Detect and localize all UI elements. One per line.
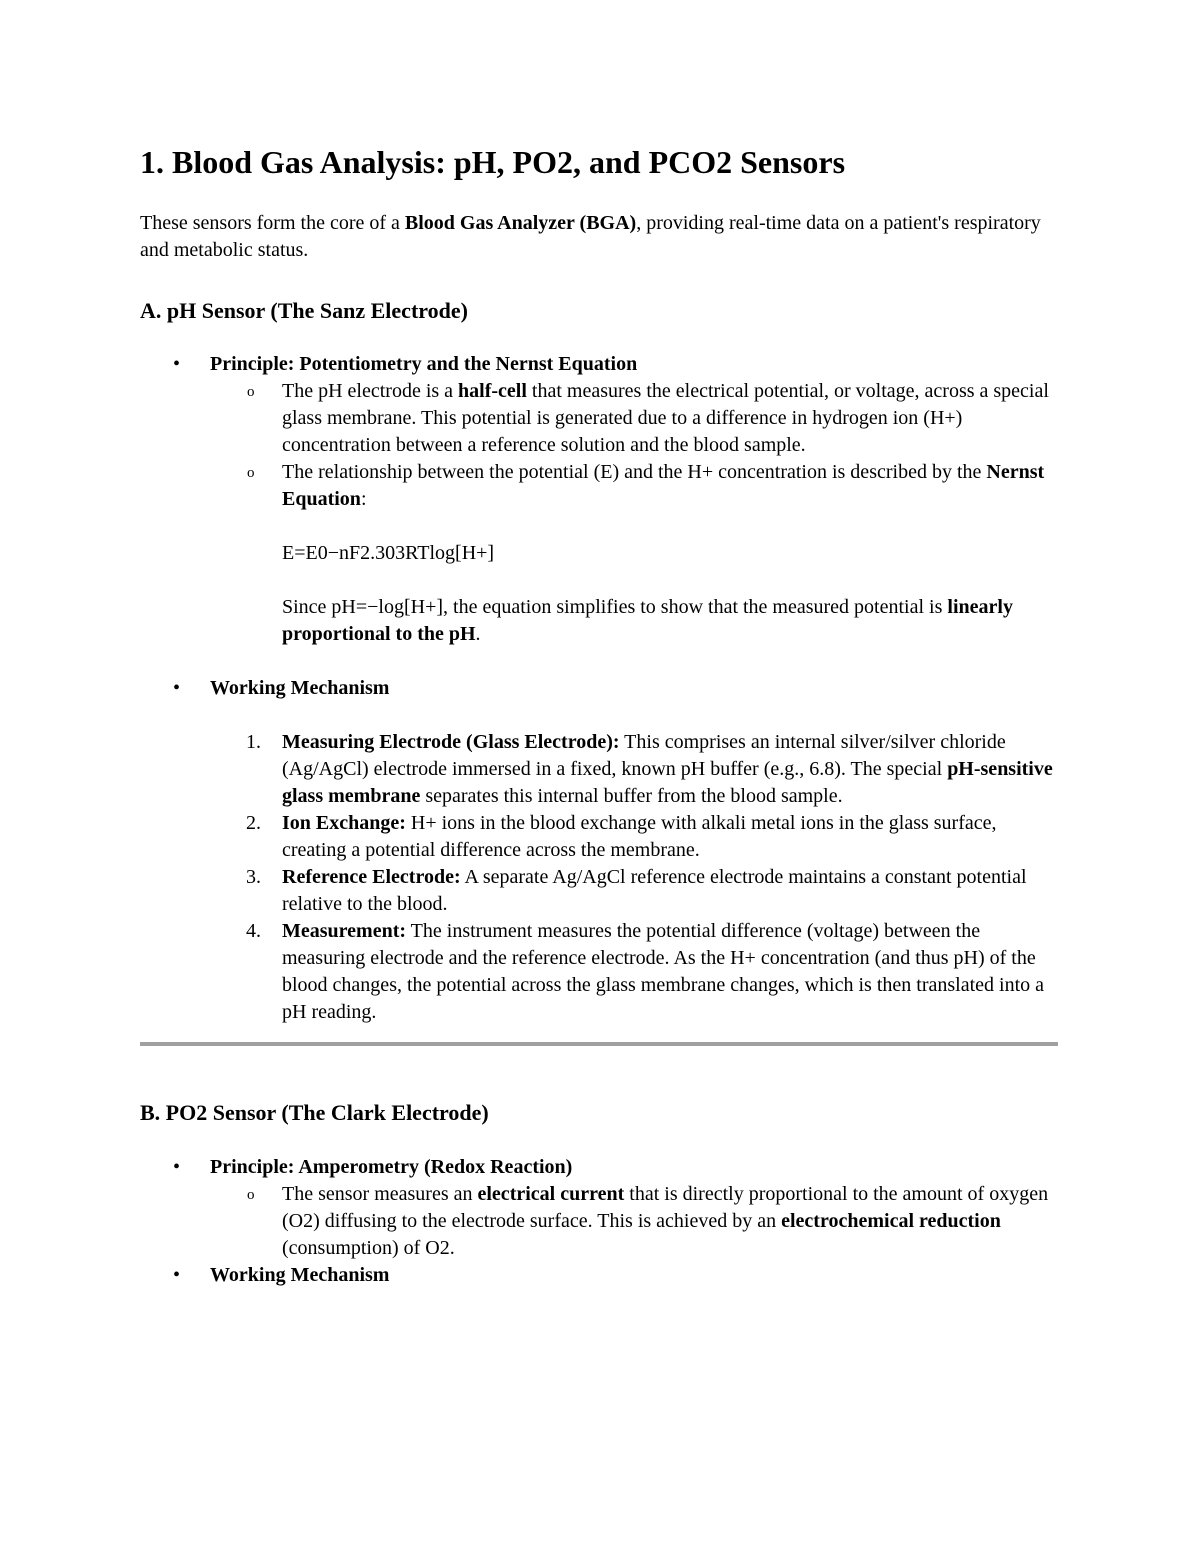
step-text: A separate Ag/AgCl reference electrode maintains a constant potential relative to the blood. — [282, 866, 1027, 915]
document-page — [140, 140, 1060, 1289]
bullet-marker: • — [173, 353, 181, 375]
intro-text-bold: Blood Gas Analyzer (BGA) — [404, 212, 637, 234]
step-text: This comprises an internal silver/silver chloride (Ag/AgCl) electrode immersed in a fixed, known pH buffer (e.g., 6.8). The special — [282, 731, 1006, 780]
mechanism-step-4 — [140, 918, 1060, 1026]
mechanism-step-1 — [140, 729, 1060, 810]
since-pre: Since pH=−log[H+], the equation simplifies to show that the measured potential is — [282, 596, 948, 618]
section-b-mechanism-label: Working Mechanism — [210, 1264, 390, 1286]
intro-text-post: , providing real-time data on a patient's respiratory and metabolic status. — [140, 212, 1041, 261]
step-number: 3. — [246, 866, 261, 888]
document-title: 1. Blood Gas Analysis: pH, PO2, and PCO2 Sensors — [140, 144, 846, 180]
sub2-pre: The relationship between the potential (E) and the H+ concentration is described by the — [282, 461, 987, 483]
bullet-marker: • — [173, 677, 181, 699]
b-sub1-pre: The sensor measures an — [282, 1183, 478, 1205]
since-paragraph — [282, 594, 1060, 648]
section-b-sub-item-1 — [140, 1181, 1060, 1262]
b-sub1-bold: electrical current — [477, 1183, 625, 1205]
mechanism-step-2 — [140, 810, 1060, 864]
section-b-principle-subs — [210, 1181, 1060, 1262]
intro-paragraph — [140, 210, 1060, 264]
sub-bullet-marker: o — [247, 384, 255, 400]
horizontal-rule — [140, 1042, 1058, 1046]
section-a-sub-item-2 — [140, 459, 1060, 513]
b-sub1-mid: that is directly proportional to the amount of oxygen (O2) diffusing to the electrode surface. This is achieved by an — [282, 1183, 1049, 1232]
section-a-principle-subs — [210, 378, 1060, 513]
step-bold2: pH-sensitive glass membrane — [282, 758, 1053, 807]
section-a-mechanism-item — [140, 675, 1060, 1026]
bullet-marker: • — [173, 1264, 181, 1286]
b-sub1-post: (consumption) of O2. — [282, 1237, 455, 1259]
step-number: 1. — [246, 731, 261, 753]
step-text2: separates this internal buffer from the blood sample. — [420, 785, 843, 807]
section-a-bullets — [140, 351, 1060, 1026]
since-post: . — [475, 623, 481, 645]
section-a-principle-item — [140, 351, 1060, 648]
section-a-principle-label: Principle: Potentiometry and the Nernst Equation — [210, 353, 638, 375]
sub2-bold: Nernst Equation — [282, 461, 1045, 510]
section-a-mechanism-label: Working Mechanism — [210, 677, 390, 699]
mechanism-steps — [210, 729, 1060, 1026]
step-title: Reference Electrode: — [282, 866, 461, 888]
intro-text-pre: These sensors form the core of a — [140, 212, 405, 234]
section-b-principle-item — [140, 1154, 1060, 1262]
b-sub1-bold2: electrochemical reduction — [781, 1210, 1001, 1232]
sub1-bold: half-cell — [458, 380, 527, 402]
sub1-pre: The pH electrode is a — [282, 380, 459, 402]
section-b-principle-label: Principle: Amperometry (Redox Reaction) — [210, 1156, 573, 1178]
section-a-heading: A. pH Sensor (The Sanz Electrode) — [140, 298, 468, 323]
step-text: The instrument measures the potential difference (voltage) between the measuring electrode and the reference electrode. As the H+ concentration (and thus pH) of the blood changes, the potential across the glass membrane changes, which is then translated into a pH reading. — [282, 920, 1045, 1023]
step-number: 2. — [246, 812, 261, 834]
step-title: Measuring Electrode (Glass Electrode): — [282, 731, 620, 753]
step-number: 4. — [246, 920, 261, 942]
nernst-equation: E=E0−nF2.303RTlog[H+] — [282, 542, 495, 564]
mechanism-step-3 — [140, 864, 1060, 918]
step-title: Measurement: — [282, 920, 407, 942]
section-b-bullets — [140, 1154, 1060, 1289]
step-title: Ion Exchange: — [282, 812, 406, 834]
sub2-post: : — [360, 488, 367, 510]
section-b-heading: B. PO2 Sensor (The Clark Electrode) — [140, 1100, 489, 1125]
sub-bullet-marker: o — [247, 1187, 255, 1203]
bullet-marker: • — [173, 1156, 181, 1178]
section-a-sub-item-1 — [140, 378, 1060, 459]
sub-bullet-marker: o — [247, 465, 255, 481]
section-b-mechanism-item — [140, 1262, 1060, 1289]
since-bold: linearly proportional to the pH — [282, 596, 1013, 645]
step-text: H+ ions in the blood exchange with alkali metal ions in the glass surface, creating a potential difference across the membrane. — [282, 812, 997, 861]
sub1-post: that measures the electrical potential, or voltage, across a special glass membrane. This potential is generated due to a difference in hydrogen ion (H+) concentration between a reference solution and the blood sample. — [282, 380, 1049, 456]
